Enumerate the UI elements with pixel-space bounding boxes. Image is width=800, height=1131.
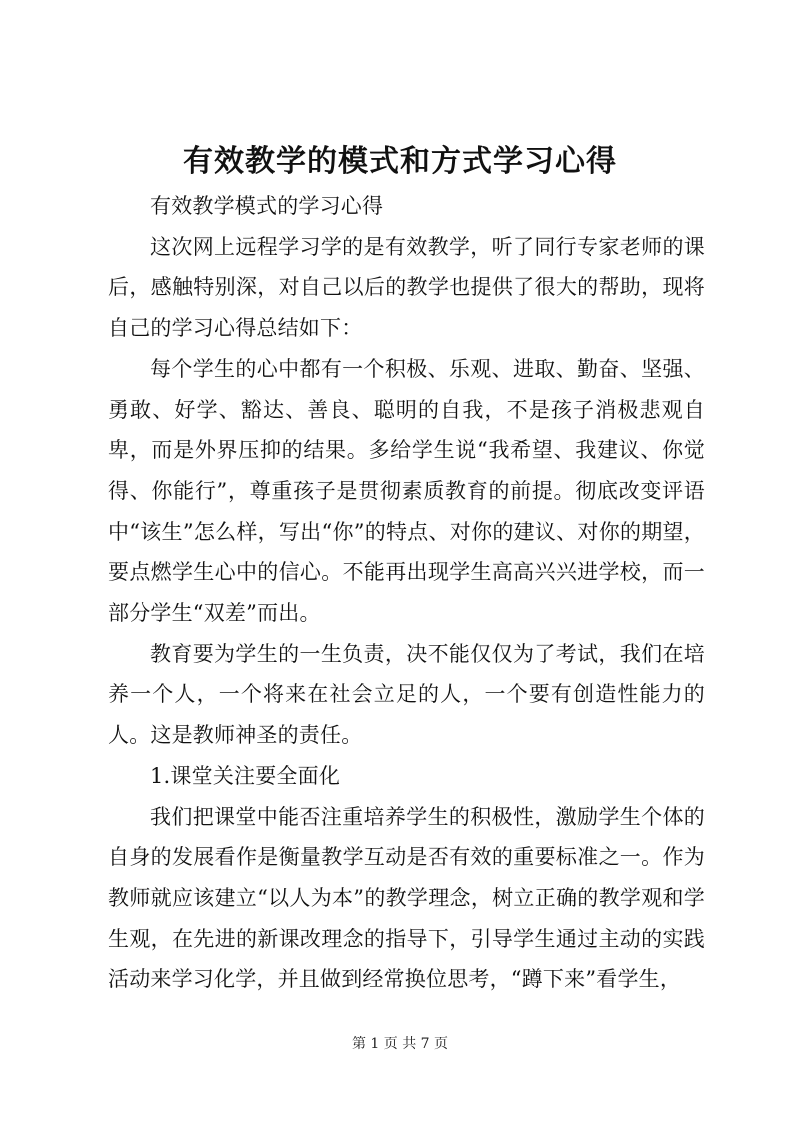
document-title: 有效教学的模式和方式学习心得 (183, 144, 617, 179)
page-number-footer: 第 1 页 共 7 页 (351, 1036, 449, 1052)
paragraph-intro: 这次网上远程学习学的是有效教学，听了同行专家老师的课后，感触特别深，对自己以后的教学也提供了很大的帮助，现将自己的学习心得总结如下： (108, 234, 705, 341)
document-body (108, 186, 705, 1000)
paragraph-classroom-attention: 我们把课堂中能否注重培养学生的积极性，激励学生个体的自身的发展看作是衡量教学互动是否有效的重要标准之一。作为教师就应该建立“以人为本”的教学理念，树立正确的教学观和学生观，在先进的新课改理念的指导下，引导学生通过主动的实践活动来学习化学，并且做到经常换位思考，“蹲下来”看学生， (108, 804, 705, 992)
section-heading-classroom-attention: 1.课堂关注要全面化 (150, 763, 341, 788)
paragraph-student-self: 每个学生的心中都有一个积极、乐观、进取、勤奋、坚强、勇敢、好学、豁达、善良、聪明的自我，不是孩子消极悲观自卑，而是外界压抑的结果。多给学生说“我希望、我建议、你觉得、你能行”，尊重孩子是贯彻素质教育的前提。彻底改变评语中“该生”怎么样，写出“你”的特点、对你的建议、对你的期望，要点燃学生心中的信心。不能再出现学生高高兴兴进学校，而一部分学生“双差”而出。 (108, 356, 705, 626)
paragraph-responsibility: 教育要为学生的一生负责，决不能仅仅为了考试，我们在培养一个人，一个将来在社会立足的人，一个要有创造性能力的人。这是教师神圣的责任。 (108, 641, 705, 748)
paragraph-subtitle: 有效教学模式的学习心得 (150, 194, 384, 218)
